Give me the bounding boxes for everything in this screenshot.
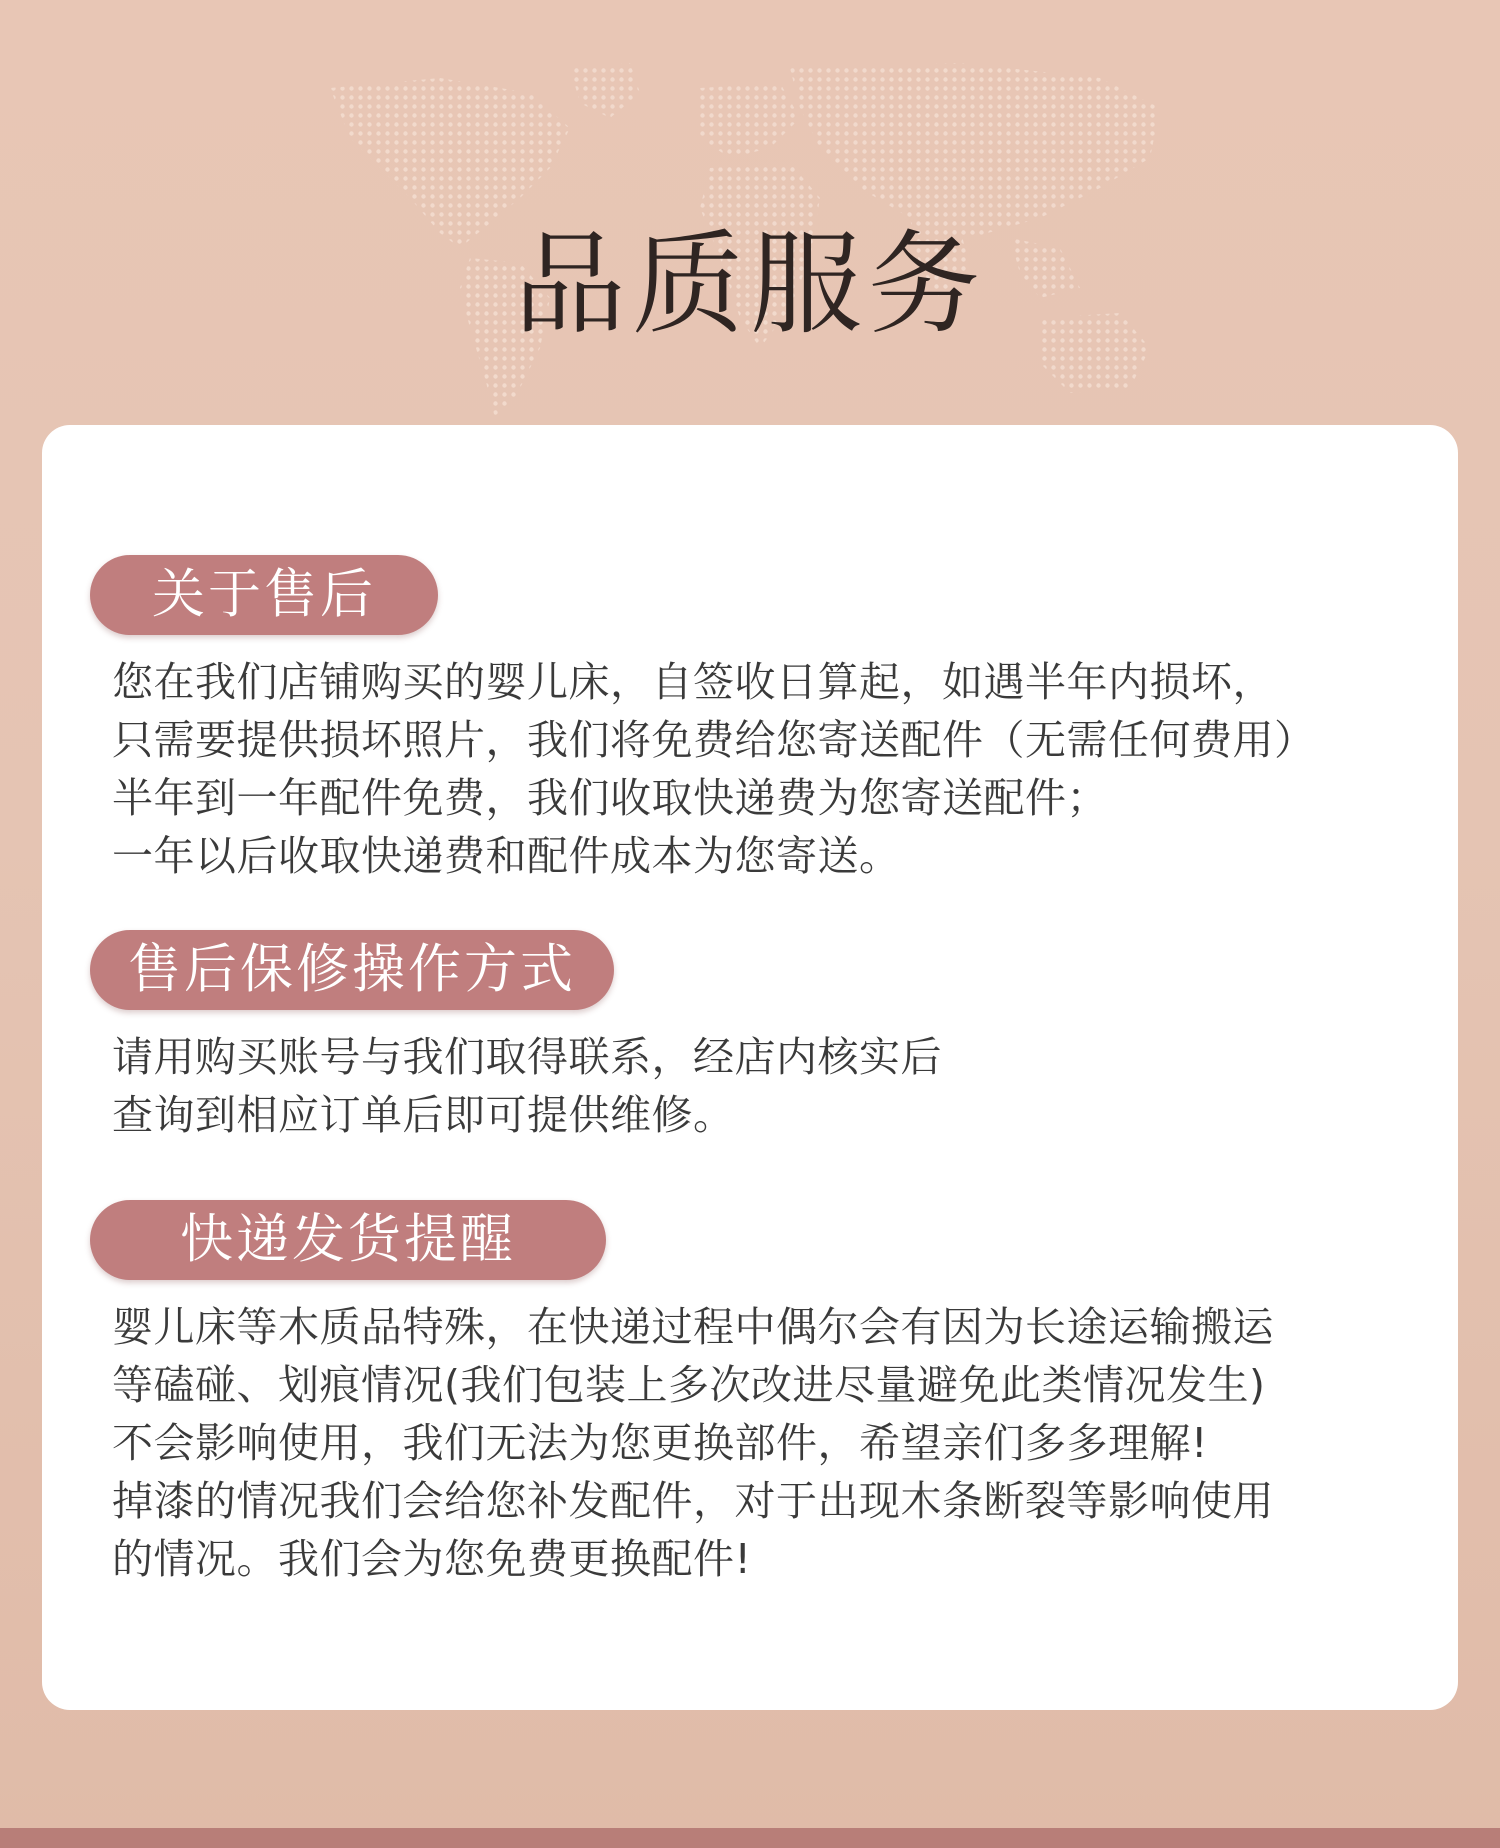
section-heading-pill: 快递发货提醒 xyxy=(90,1200,606,1280)
section-body xyxy=(90,1298,1274,1588)
body-line: 婴儿床等木质品特殊，在快递过程中偶尔会有因为长途运输搬运 xyxy=(112,1303,1274,1351)
section-heading-pill: 售后保修操作方式 xyxy=(90,930,614,1010)
section-after-sales xyxy=(90,555,1316,885)
page-title: 品质服务 xyxy=(514,220,986,350)
section-heading-pill: 关于售后 xyxy=(90,555,438,635)
body-line: 查询到相应订单后即可提供维修。 xyxy=(112,1091,735,1139)
content-card xyxy=(42,425,1458,1710)
section-warranty-procedure xyxy=(90,930,942,1144)
bottom-strip xyxy=(0,1828,1500,1848)
body-line: 只需要提供损坏照片，我们将免费给您寄送配件（无需任何费用） xyxy=(112,716,1316,764)
body-line: 不会影响使用，我们无法为您更换部件，希望亲们多多理解! xyxy=(112,1419,1208,1467)
section-body xyxy=(90,653,1316,885)
body-line: 您在我们店铺购买的婴儿床，自签收日算起，如遇半年内损坏， xyxy=(112,658,1274,706)
section-body xyxy=(90,1028,942,1144)
body-line: 等磕碰、划痕情况(我们包装上多次改进尽量避免此类情况发生) xyxy=(112,1361,1266,1409)
body-line: 的情况。我们会为您免费更换配件! xyxy=(112,1535,752,1583)
body-line: 掉漆的情况我们会给您补发配件，对于出现木条断裂等影响使用 xyxy=(112,1477,1274,1525)
body-line: 半年到一年配件免费，我们收取快递费为您寄送配件； xyxy=(112,774,1108,822)
body-line: 请用购买账号与我们取得联系，经店内核实后 xyxy=(112,1033,942,1081)
section-shipping-notice xyxy=(90,1200,1274,1588)
body-line: 一年以后收取快递费和配件成本为您寄送。 xyxy=(112,832,901,880)
